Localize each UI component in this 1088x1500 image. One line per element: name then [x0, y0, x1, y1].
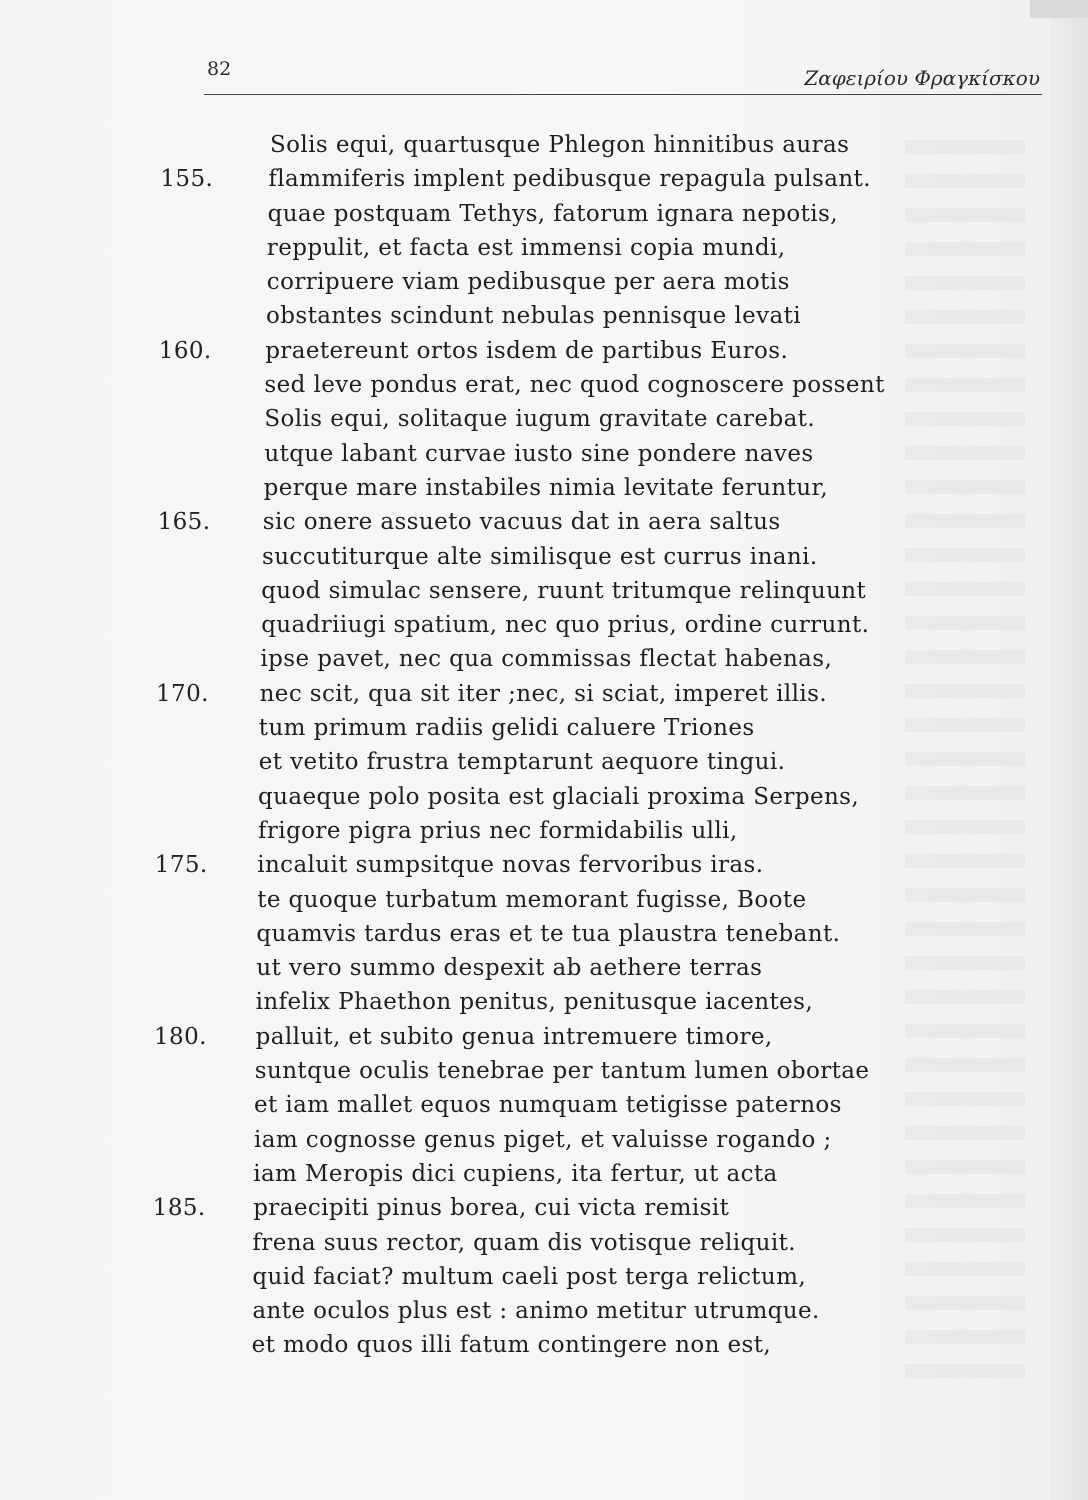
running-head: Ζαφειρίου Φραγκίσκου	[804, 66, 1040, 90]
verse-number: 180.	[154, 1023, 207, 1050]
verse-line	[0, 780, 1040, 814]
verse-text: frigore pigra prius nec formidabilis ulli,	[258, 817, 738, 844]
verse-text: quid faciat? multum caeli post terga relictum,	[252, 1263, 807, 1290]
verse-text: utque labant curvae iusto sine pondere naves	[264, 440, 814, 467]
verse-line	[0, 917, 1040, 951]
verse-line	[0, 1226, 1040, 1260]
verse-line	[0, 437, 1040, 471]
verse-line	[0, 642, 1040, 676]
verse-text: infelix Phaethon penitus, penitusque iacentes,	[255, 989, 814, 1016]
verse-line	[0, 883, 1040, 917]
verse-line	[0, 128, 1040, 162]
verse-number: 165.	[157, 509, 211, 536]
verse-number: 170.	[156, 680, 209, 707]
verse-text: flammiferis implent pedibusque repagula pulsant.	[268, 166, 871, 193]
verse-line	[0, 1157, 1040, 1191]
verse-text: et iam mallet equos numquam tetigisse paternos	[254, 1092, 842, 1119]
verse-line	[0, 745, 1040, 779]
verse-text: tum primum radiis gelidi caluere Triones	[258, 715, 755, 742]
verse-text: nec scit, qua sit iter ;nec, si sciat, imperet illis.	[259, 680, 828, 707]
verse-text: quaeque polo posita est glaciali proxima Serpens,	[258, 783, 860, 810]
verse-line	[0, 540, 1040, 574]
verse-number: 175.	[154, 852, 208, 879]
verse-line	[0, 1020, 1040, 1054]
verse-text: iam Meropis dici cupiens, ita fertur, ut acta	[253, 1160, 778, 1187]
verse-text: praecipiti pinus borea, cui victa remisit	[253, 1195, 730, 1222]
verse-line	[0, 1054, 1040, 1088]
verse-text: ante oculos plus est : animo metitur utrumque.	[252, 1298, 820, 1325]
verse-line	[0, 265, 1040, 299]
verse-text: sed leve pondus erat, nec quod cognoscere possent	[264, 372, 885, 399]
verse-line	[0, 677, 1040, 711]
verse-text: palluit, et subito genua intremuere timore,	[255, 1023, 773, 1050]
verse-text: quod simulac sensere, ruunt tritumque relinquunt	[261, 577, 867, 604]
verse-line	[0, 1260, 1040, 1294]
verse-text: praetereunt ortos isdem de partibus Euros.	[265, 337, 789, 364]
header-rule	[204, 94, 1042, 95]
page-number: 82	[207, 58, 232, 80]
verse-text: quae postquam Tethys, fatorum ignara nepotis,	[267, 200, 838, 227]
verse-line	[0, 402, 1040, 436]
verse-text: suntque oculis tenebrae per tantum lumen obortae	[254, 1058, 870, 1085]
verse-line	[0, 1191, 1040, 1225]
verse-list	[0, 128, 1040, 1363]
verse-line	[0, 231, 1040, 265]
verse-line	[0, 711, 1040, 745]
verse-line	[0, 1294, 1040, 1328]
verse-line	[0, 814, 1040, 848]
verse-line	[0, 334, 1040, 368]
verse-text: perque mare instabiles nimia levitate feruntur,	[263, 474, 829, 501]
verse-number: 185.	[152, 1195, 206, 1222]
verse-text: obstantes scindunt nebulas pennisque levati	[266, 303, 802, 330]
verse-text: succutiturque alte similisque est currus inani.	[262, 543, 818, 570]
verse-text: ut vero summo despexit ab aethere terras	[256, 955, 763, 982]
verse-line	[0, 505, 1040, 539]
page-header	[0, 0, 1088, 100]
verse-line	[0, 197, 1040, 231]
verse-text: iam cognosse genus piget, et valuisse rogando ;	[254, 1126, 832, 1153]
verse-text: incaluit sumpsitque novas fervoribus iras.	[257, 852, 764, 879]
verse-line	[0, 848, 1040, 882]
verse-text: et vetito frustra temptarunt aequore tingui.	[258, 749, 786, 776]
verse-line	[0, 299, 1040, 333]
verse-text: sic onere assueto vacuus dat in aera saltus	[262, 509, 781, 536]
verse-text: te quoque turbatum memorant fugisse, Boote	[257, 886, 807, 913]
verse-text: quamvis tardus eras et te tua plaustra tenebant.	[256, 920, 841, 947]
verse-text: Solis equi, solitaque iugum gravitate carebat.	[264, 406, 816, 433]
verse-text: frena suus rector, quam dis votisque reliquit.	[252, 1229, 796, 1256]
verse-line	[0, 1328, 1040, 1362]
verse-line	[0, 162, 1040, 196]
verse-number: 155.	[160, 166, 214, 193]
verse-text: et modo quos illi fatum contingere non est,	[251, 1332, 772, 1359]
verse-text: quadriiugi spatium, nec quo prius, ordine currunt.	[261, 612, 870, 639]
verse-line	[0, 1123, 1040, 1157]
verse-text: corripuere viam pedibusque per aera motis	[266, 269, 790, 296]
verse-number: 160.	[158, 337, 212, 364]
page-edge	[1050, 0, 1088, 1500]
verse-line	[0, 368, 1040, 402]
verse-line	[0, 985, 1040, 1019]
verse-text: Solis equi, quartusque Phlegon hinnitibus auras	[270, 132, 850, 158]
verse-line	[0, 951, 1040, 985]
verse-line	[0, 1088, 1040, 1122]
verse-line	[0, 471, 1040, 505]
verse-text: reppulit, et facta est immensi copia mundi,	[266, 234, 786, 261]
verse-line	[0, 608, 1040, 642]
verse-line	[0, 574, 1040, 608]
verse-text: ipse pavet, nec qua commissas flectat habenas,	[260, 646, 833, 673]
